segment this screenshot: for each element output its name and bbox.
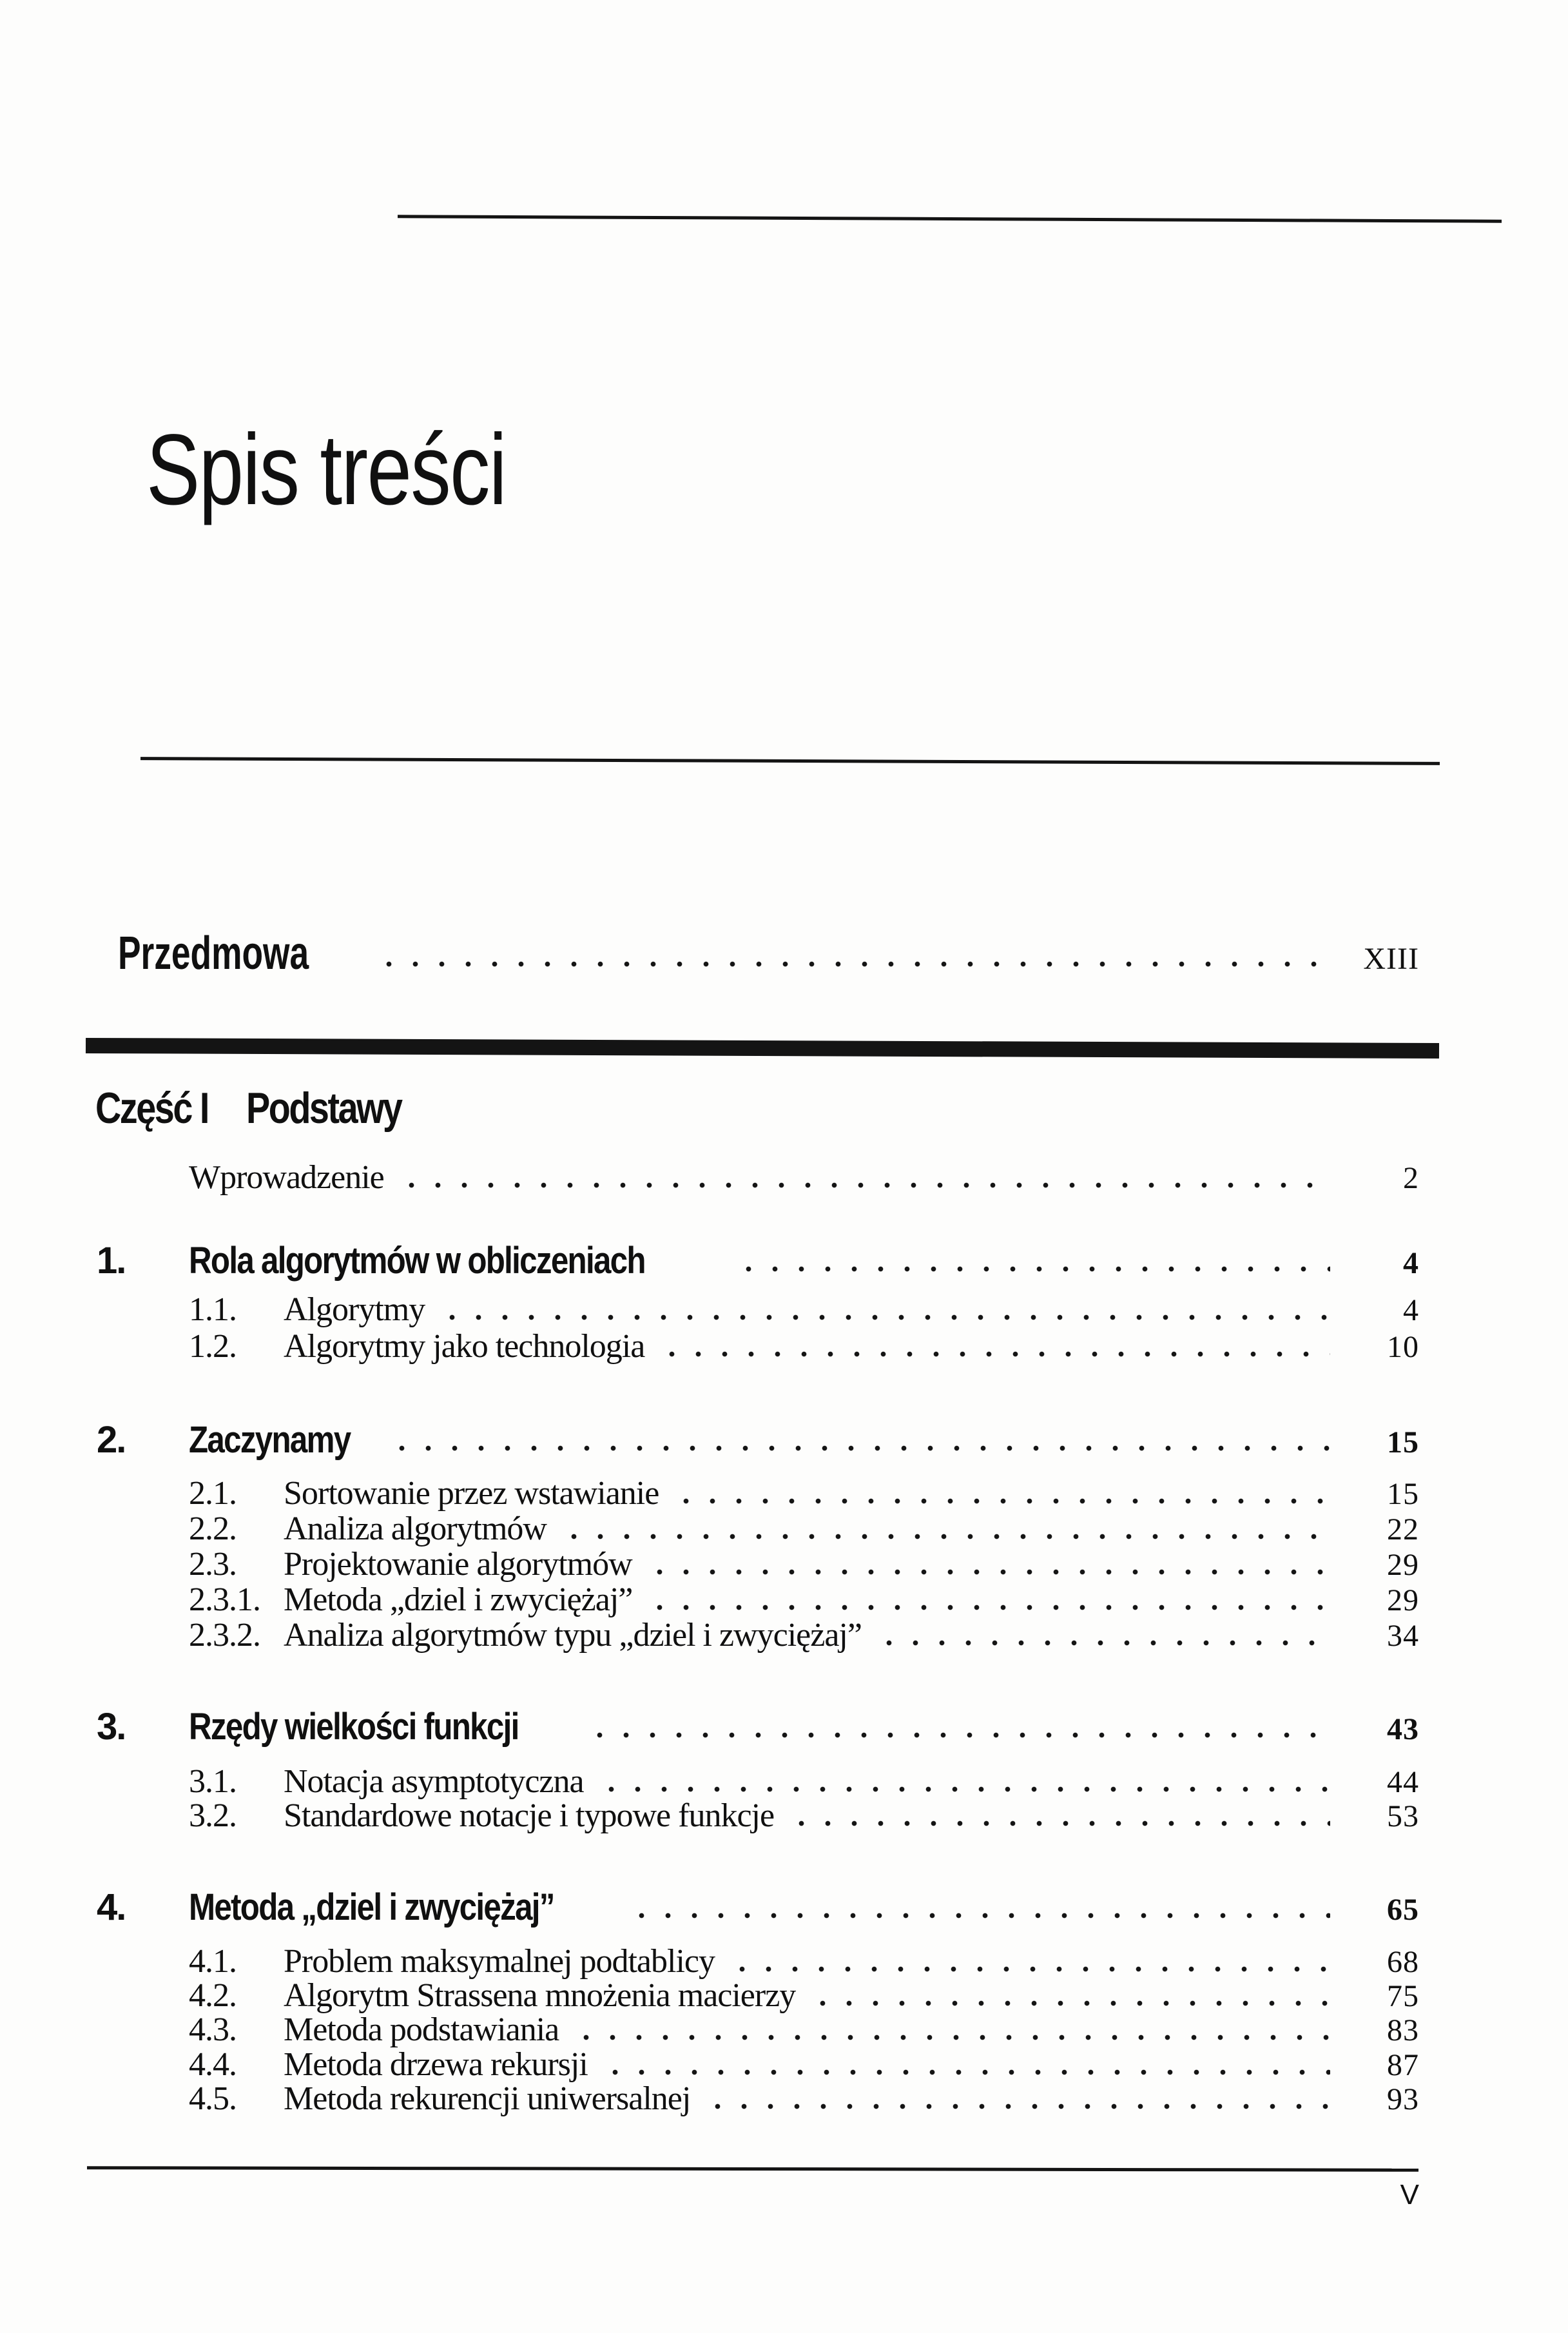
section-page-number: 29 — [1387, 1548, 1419, 1582]
dot-leader — [646, 1605, 1330, 1610]
part-divider-bar — [86, 1038, 1439, 1059]
toc-entry-introduction — [189, 1161, 1419, 1195]
toc-section-entry — [189, 1293, 1419, 1327]
dot-leader — [729, 1966, 1330, 1972]
dot-leader — [646, 1569, 1330, 1575]
section-number: 1.1. — [189, 1291, 237, 1328]
part-label: Część I — [95, 1084, 208, 1133]
section-page-number: 68 — [1387, 1945, 1419, 1979]
chapter-page-number: 15 — [1387, 1425, 1419, 1459]
section-page-number: 4 — [1403, 1293, 1419, 1327]
section-title: Projektowanie algorytmów — [284, 1546, 632, 1583]
toc-section-entry — [189, 1619, 1419, 1652]
section-number: 4.1. — [189, 1943, 237, 1980]
section-title: Sortowanie przez wstawianie — [284, 1475, 659, 1512]
toc-chapter-entry — [97, 1242, 1419, 1280]
section-page-number: 75 — [1387, 1979, 1419, 2013]
section-page-number: 34 — [1387, 1619, 1419, 1653]
chapter-number: 1. — [97, 1240, 126, 1282]
part-heading — [95, 1084, 402, 1133]
dot-leader — [788, 1821, 1330, 1826]
section-title: Analiza algorytmów typu „dziel i zwyciężaj” — [284, 1617, 862, 1654]
toc-section-entry — [189, 1477, 1419, 1510]
dot-leader — [376, 961, 1330, 967]
section-page-number: 29 — [1387, 1583, 1419, 1617]
dot-leader — [673, 1498, 1330, 1504]
toc-chapter-entry — [97, 1708, 1419, 1746]
dot-leader — [659, 1351, 1330, 1357]
section-number: 2.1. — [189, 1475, 237, 1512]
section-title: Algorytmy — [284, 1291, 425, 1328]
toc-section-entry — [189, 2013, 1419, 2047]
section-title: Metoda drzewa rekursji — [284, 2046, 588, 2083]
toc-section-entry — [189, 1799, 1419, 1833]
section-number: 3.2. — [189, 1797, 237, 1834]
dot-leader — [809, 2000, 1330, 2006]
section-number: 3.1. — [189, 1763, 237, 1800]
preface-label: Przedmowa — [118, 928, 309, 979]
dot-leader — [389, 1445, 1330, 1451]
chapter-number: 4. — [97, 1886, 126, 1928]
dot-leader — [735, 1266, 1330, 1272]
section-title: Metoda rekurencji uniwersalnej — [284, 2080, 691, 2117]
toc-section-entry — [189, 1548, 1419, 1581]
dot-leader — [398, 1182, 1330, 1188]
toc-section-entry — [189, 1512, 1419, 1546]
chapter-page-number: 65 — [1387, 1893, 1419, 1927]
dot-leader — [704, 2104, 1330, 2109]
section-number: 4.2. — [189, 1977, 237, 2014]
dot-leader — [602, 2069, 1330, 2075]
section-title: Problem maksymalnej podtablicy — [284, 1943, 715, 1980]
toc-section-entry — [189, 1330, 1419, 1363]
chapter-number: 2. — [97, 1419, 126, 1461]
top-rule — [398, 215, 1502, 222]
section-number: 2.3. — [189, 1546, 237, 1583]
toc-section-entry — [189, 1945, 1419, 1978]
section-title: Analiza algorytmów — [284, 1510, 547, 1547]
page-title: Spis treści — [146, 414, 507, 526]
toc-section-entry — [189, 1583, 1419, 1617]
chapter-title: Rzędy wielkości funkcji — [189, 1706, 519, 1748]
chapter-title: Metoda „dziel i zwyciężaj” — [189, 1886, 554, 1928]
section-page-number: 44 — [1387, 1765, 1419, 1799]
dot-leader — [598, 1786, 1330, 1792]
introduction-label: Wprowadzenie — [189, 1159, 384, 1196]
section-number: 2.3.1. — [189, 1581, 260, 1618]
section-page-number: 87 — [1387, 2048, 1419, 2082]
section-page-number: 22 — [1387, 1512, 1419, 1547]
section-title: Metoda podstawiania — [284, 2011, 559, 2048]
section-number: 4.3. — [189, 2011, 237, 2048]
chapter-page-number: 43 — [1387, 1712, 1419, 1746]
chapter-number: 3. — [97, 1706, 126, 1748]
toc-section-entry — [189, 2082, 1419, 2116]
toc-chapter-entry — [97, 1421, 1419, 1459]
section-title: Algorytmy jako technologia — [284, 1328, 645, 1365]
section-title: Metoda „dziel i zwyciężaj” — [284, 1581, 633, 1618]
toc-entry-preface — [118, 930, 1419, 977]
section-page-number: 53 — [1387, 1799, 1419, 1833]
section-number: 4.5. — [189, 2080, 237, 2117]
introduction-page-number: 2 — [1403, 1161, 1419, 1195]
section-number: 2.3.2. — [189, 1617, 260, 1654]
folio-page-number: V — [1400, 2179, 1419, 2211]
section-page-number: 93 — [1387, 2082, 1419, 2116]
preface-divider-rule — [140, 757, 1440, 765]
dot-leader — [628, 1913, 1330, 1918]
section-page-number: 15 — [1387, 1477, 1419, 1511]
dot-leader — [573, 2035, 1330, 2040]
dot-leader — [586, 1732, 1330, 1738]
section-title: Algorytm Strassena mnożenia macierzy — [284, 1977, 796, 2014]
preface-page-number: XIII — [1363, 942, 1419, 976]
section-title: Standardowe notacje i typowe funkcje — [284, 1797, 775, 1834]
footer-rule — [87, 2166, 1418, 2172]
chapter-title: Zaczynamy — [189, 1419, 351, 1461]
toc-section-entry — [189, 1765, 1419, 1799]
section-number: 1.2. — [189, 1328, 237, 1365]
toc-section-entry — [189, 1979, 1419, 2013]
toc-section-entry — [189, 2048, 1419, 2082]
section-page-number: 10 — [1387, 1330, 1419, 1364]
chapter-page-number: 4 — [1403, 1246, 1419, 1280]
dot-leader — [876, 1640, 1330, 1646]
chapter-title: Rola algorytmów w obliczeniach — [189, 1240, 645, 1282]
section-number: 4.4. — [189, 2046, 237, 2083]
section-number: 2.2. — [189, 1510, 237, 1547]
part-title: Podstawy — [246, 1084, 402, 1133]
section-title: Notacja asymptotyczna — [284, 1763, 584, 1800]
dot-leader — [439, 1314, 1330, 1320]
toc-chapter-entry — [97, 1886, 1419, 1928]
dot-leader — [561, 1534, 1330, 1539]
section-page-number: 83 — [1387, 2013, 1419, 2047]
